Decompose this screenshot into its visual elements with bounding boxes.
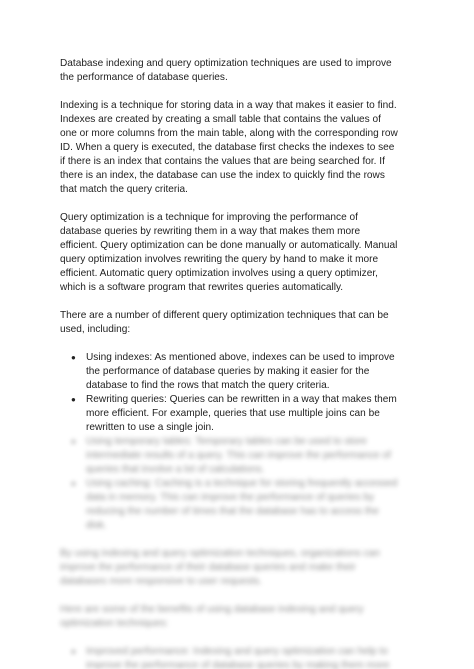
list-item xyxy=(71,645,400,669)
intro-paragraph: Database indexing and query optimization techniques are used to improve the performance of database queries. xyxy=(60,58,392,83)
list-item-text: Using temporary tables: Temporary tables can be used to store intermediate results of a query. This can improve the performance of queries that involve a lot of calculations. xyxy=(86,436,391,475)
list-item xyxy=(71,393,400,435)
bullet-icon: ● xyxy=(71,395,76,404)
conclusion-paragraph: By using indexing and query optimization techniques, organizations can improve the performance of their database queries and make their databases more responsive to user requests. xyxy=(60,548,380,587)
list-item-text: Using caching: Caching is a technique for storing frequently accessed data in memory. This can improve the performance of queries by reducing the number of times that the database has to access the disk. xyxy=(86,478,398,531)
benefits-list xyxy=(60,645,400,669)
list-item-text: Using indexes: As mentioned above, indexes can be used to improve the performance of database queries by making it easier for the database to find the rows that match the query criteria. xyxy=(86,352,395,391)
list-item xyxy=(71,351,400,393)
indexing-paragraph: Indexing is a technique for storing data in a way that makes it easier to find. Indexes are created by creating a small table that contains the values of one or more columns from the main table, along with the corresponding row ID. When a query is executed, the database first checks the indexes to see if there is an index that contains the values that are being searched for. If there is an index, the database can use the index to quickly find the rows that match the query criteria. xyxy=(60,100,398,195)
list-item-text: Improved performance: Indexing and query optimization can help to improve the performance of database queries by making them more xyxy=(86,646,390,669)
bullet-icon: ● xyxy=(71,479,76,488)
benefits-intro-paragraph: Here are some of the benefits of using database indexing and query optimization techniques: xyxy=(60,604,364,629)
techniques-list xyxy=(60,351,400,533)
techniques-intro-paragraph: There are a number of different query optimization techniques that can be used, including: xyxy=(60,310,389,335)
list-item xyxy=(71,435,400,477)
list-item-text: Rewriting queries: Queries can be rewritten in a way that makes them more efficient. For example, queries that use multiple joins can be rewritten to use a single join. xyxy=(86,394,397,433)
bullet-icon: ● xyxy=(71,353,76,362)
query-optimization-paragraph: Query optimization is a technique for improving the performance of database queries by rewriting them in a way that makes them more efficient. Query optimization can be done manually or automatically. Manual query optimization involves rewriting the query by hand to make it more efficient. Automatic query optimization involves using a query optimizer, which is a software program that rewrites queries automatically. xyxy=(60,212,398,293)
bullet-icon: ● xyxy=(71,437,76,446)
list-item xyxy=(71,477,400,533)
bullet-icon: ● xyxy=(71,647,76,656)
